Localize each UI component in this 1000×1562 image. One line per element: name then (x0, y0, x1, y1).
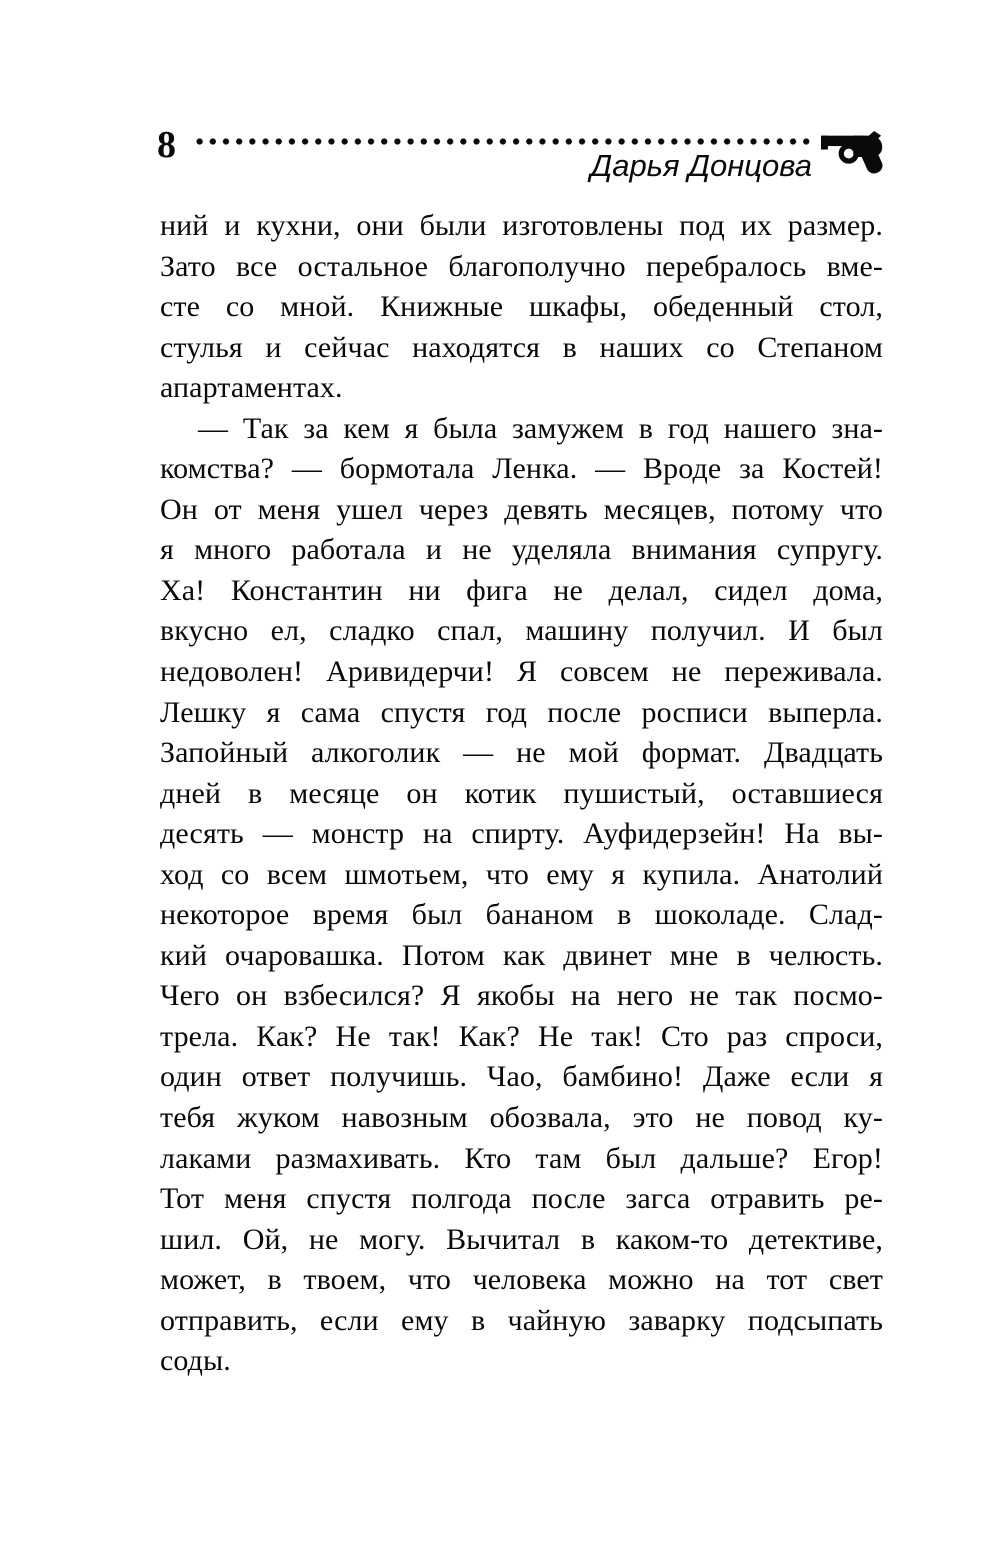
text-line: Он от меня ушел через девять месяцев, потому что (160, 492, 883, 526)
text-line: комства? — бормотала Ленка. — Вроде за Костей! (160, 452, 883, 486)
text-line: Лешку я сама спустя год после росписи выперла. (160, 695, 883, 729)
text-line: трела. Как? Не так! Как? Не так! Сто раз спроси, (160, 1019, 883, 1053)
running-head-author: Дарья Донцова (590, 148, 812, 183)
text-line: ний и кухни, они были изготовлены под их размер. (160, 209, 883, 242)
text-line: апартаментах. (160, 371, 343, 405)
text-line: тебя жуком навозным обозвала, это не повод ку- (160, 1101, 883, 1135)
text-line: сте со мной. Книжные шкафы, обеденный стол, (160, 290, 883, 324)
paragraph (160, 206, 883, 409)
text-line: недоволен! Аривидерчи! Я совсем не переживала. (160, 655, 883, 689)
text-line: шил. Ой, не могу. Вычитал в каком-то детективе, (160, 1222, 883, 1256)
text-line: Ха! Константин ни фига не делал, сидел дома, (160, 573, 883, 607)
revolver-icon (821, 131, 888, 175)
text-line: соды. (160, 1344, 231, 1378)
text-line: стулья и сейчас находятся в наших со Степаном (160, 330, 883, 364)
text-line: лаками размахивать. Кто там был дальше? Егор! (160, 1141, 883, 1175)
text-line: дней в месяце он котик пушистый, оставшиеся (160, 776, 883, 810)
text-line: ход со всем шмотьем, что ему я купила. Анатолий (160, 857, 883, 891)
text-line: Запойный алкоголик — не мой формат. Двадцать (160, 736, 883, 770)
text-line: может, в твоем, что человека можно на тот свет (160, 1263, 883, 1297)
paragraph (160, 409, 883, 1382)
text-line: отправить, если ему в чайную заварку подсыпать (160, 1303, 883, 1337)
text-line: Тот меня спустя полгода после загса отравить ре- (160, 1182, 883, 1216)
text-line: — Так за кем я была замужем в год нашего зна- (198, 411, 883, 445)
text-line: кий очаровашка. Потом как двинет мне в челюсть. (160, 938, 883, 972)
text-line: Зато все остальное благополучно перебралось вме- (160, 249, 883, 283)
text-line: десять — монстр на спирту. Ауфидерзейн! На вы- (160, 817, 883, 851)
text-line: я много работала и не уделяла внимания супругу. (160, 533, 883, 567)
text-line: Чего он взбесился? Я якобы на него не так посмо- (160, 979, 883, 1013)
body-text (160, 206, 883, 1382)
text-line: некоторое время был бананом в шоколаде. Слад- (160, 898, 883, 932)
page-number: 8 (157, 124, 176, 166)
dotted-leader-line (193, 137, 814, 146)
text-line: один ответ получишь. Чао, бамбино! Даже если я (160, 1060, 883, 1094)
text-line: вкусно ел, сладко спал, машину получил. И был (160, 614, 883, 648)
